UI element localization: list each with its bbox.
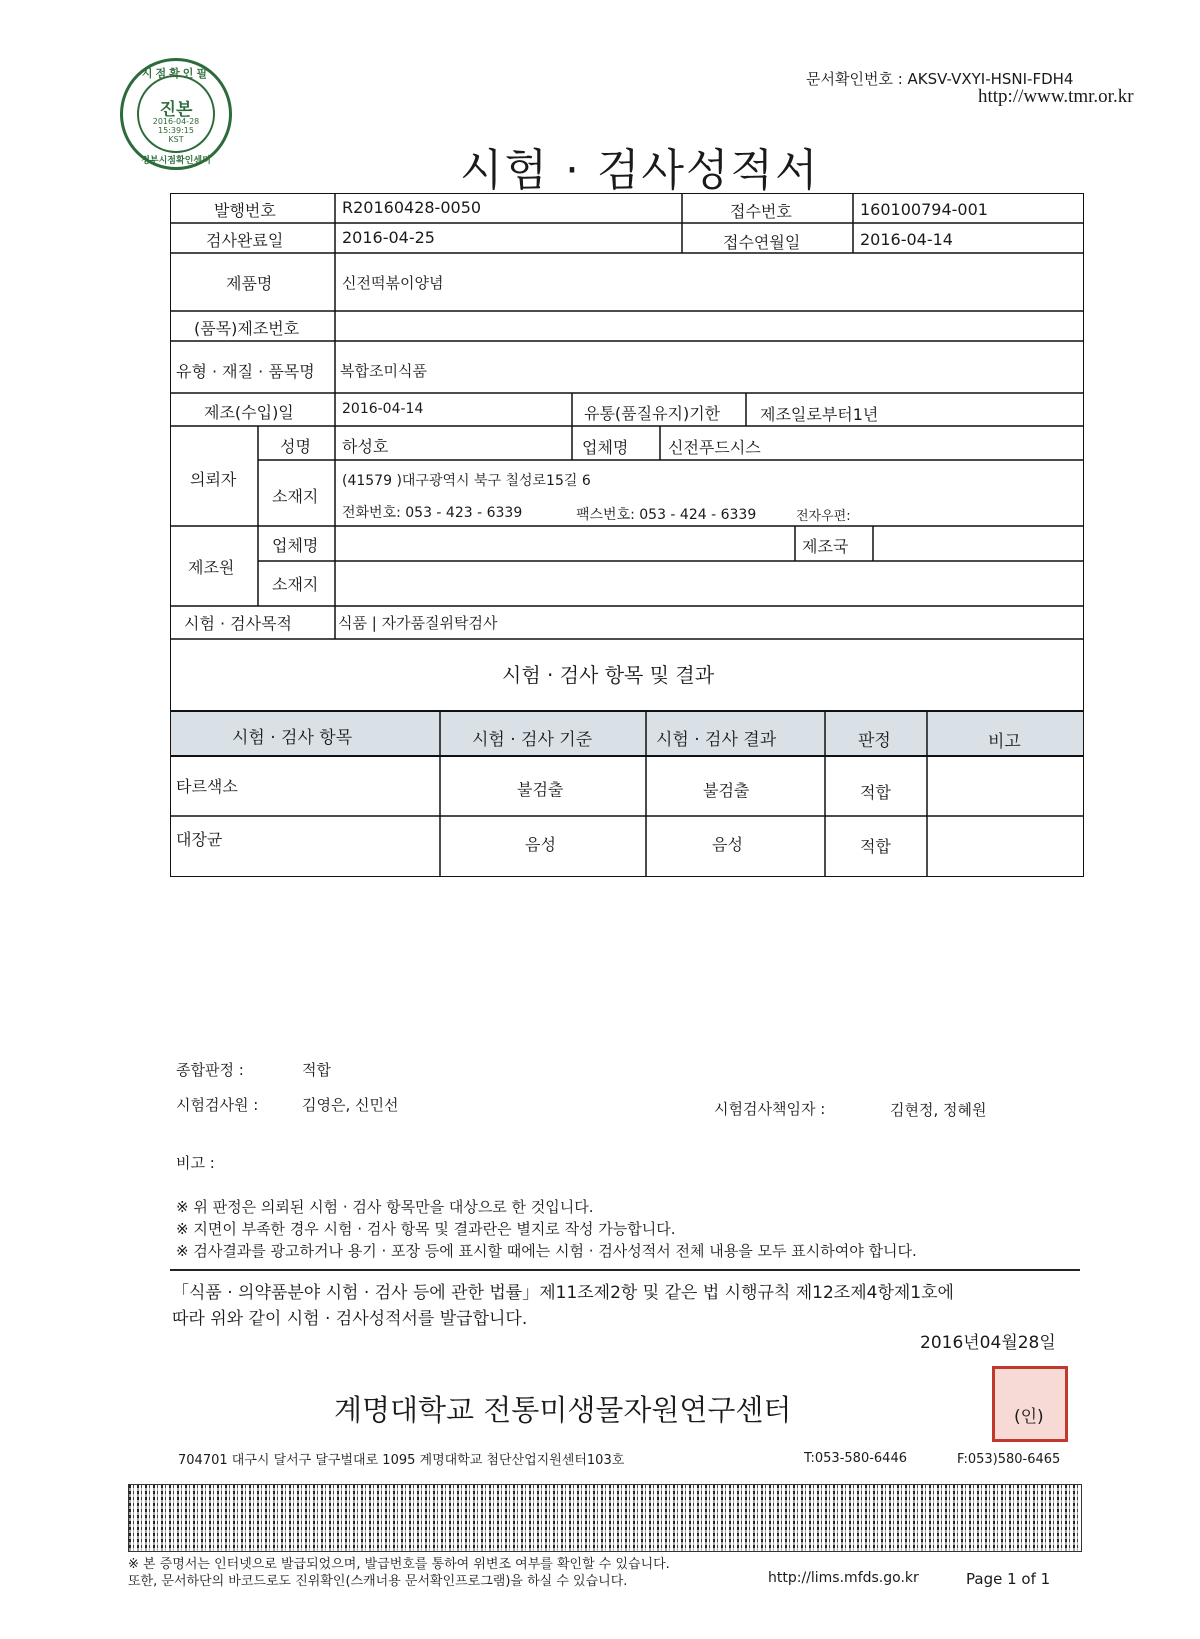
maker-country-label: 제조국 bbox=[802, 537, 849, 556]
seal-ring-top: 시점확인필 bbox=[141, 67, 211, 80]
footer-url[interactable]: http://lims.mfds.go.kr bbox=[768, 1570, 919, 1586]
page-title: 시험 · 검사성적서 bbox=[460, 145, 820, 196]
result-row-1-result: 불검출 bbox=[703, 781, 750, 800]
legal-line-1: 「식품 · 의약품분야 시험 · 검사 등에 관한 법률」제11조제2항 및 같은 법 시행규칙 제12조제4항제1호에 bbox=[172, 1283, 954, 1303]
result-row-1-item: 타르색소 bbox=[176, 777, 238, 796]
footer-page: Page 1 of 1 bbox=[966, 1570, 1051, 1588]
receipt-date-label: 접수연월일 bbox=[723, 233, 801, 252]
type-label: 유형 · 재질 · 품목명 bbox=[176, 362, 315, 381]
result-row-2-standard: 음성 bbox=[525, 835, 556, 854]
website-link[interactable]: http://www.tmr.or.kr bbox=[978, 86, 1134, 107]
note-line-1: ※ 위 판정은 의뢰된 시험 · 검사 항목만을 대상으로 한 것입니다. bbox=[176, 1198, 594, 1216]
inspector-label: 시험검사원 : bbox=[176, 1096, 259, 1114]
result-row-2-judgment: 적합 bbox=[860, 837, 891, 856]
client-fax: 팩스번호: 053 - 424 - 6339 bbox=[576, 507, 757, 523]
result-row-1-standard: 불검출 bbox=[517, 780, 564, 799]
notes-divider bbox=[170, 1269, 1080, 1271]
client-address-label: 소재지 bbox=[272, 487, 319, 506]
doc-check-number: 문서확인번호 : AKSV-VXYI-HSNI-FDH4 bbox=[806, 70, 1074, 88]
seal-zone: KST bbox=[168, 135, 184, 144]
maker-address-label: 소재지 bbox=[272, 575, 319, 594]
seal-ring-bottom: 정부시점확인센터 bbox=[141, 156, 211, 166]
client-label: 의뢰자 bbox=[190, 470, 237, 489]
footer-line-1: ※ 본 증명서는 인터넷으로 발급되었으며, 발급번호를 통하여 위변조 여부를 확인할 수 있습니다. bbox=[128, 1557, 670, 1572]
seal-center: 진본 bbox=[159, 100, 193, 120]
seal-time: 15:39:15 bbox=[158, 126, 194, 135]
client-company-value: 신전푸드시스 bbox=[668, 438, 761, 457]
expiry-value: 제조일로부터1년 bbox=[760, 405, 879, 424]
client-email: 전자우편: bbox=[796, 509, 851, 524]
stamp-mark: (인) bbox=[1014, 1407, 1044, 1427]
results-header-note: 비고 bbox=[988, 732, 1021, 752]
issue-no-label: 발행번호 bbox=[214, 201, 276, 220]
client-company-label: 업체명 bbox=[582, 438, 629, 457]
maker-company-label: 업체명 bbox=[272, 536, 319, 555]
issuer-fax: F:053)580-6465 bbox=[957, 1452, 1061, 1467]
lot-label: (품목)제조번호 bbox=[194, 319, 300, 338]
client-name-label: 성명 bbox=[280, 437, 311, 456]
manager-label: 시험검사책임자 : bbox=[714, 1100, 826, 1118]
manager-value: 김현정, 정혜원 bbox=[890, 1101, 987, 1119]
product-label: 제품명 bbox=[226, 274, 273, 293]
results-section-title: 시험 · 검사 항목 및 결과 bbox=[502, 663, 715, 687]
receipt-no-value: 160100794-001 bbox=[860, 200, 988, 219]
overall-judgment-label: 종합판정 : bbox=[176, 1061, 244, 1079]
seal-date: 2016-04-28 bbox=[152, 117, 200, 126]
result-row-2-item: 대장균 bbox=[176, 830, 223, 849]
legal-line-2: 따라 위와 같이 시험 · 검사성적서를 발급합니다. bbox=[172, 1309, 528, 1329]
verification-seal bbox=[120, 58, 232, 170]
type-value: 복합조미식품 bbox=[340, 362, 427, 380]
issuer-address: 704701 대구시 달서구 달구벌대로 1095 계명대학교 첨단산업지원센터103호 bbox=[178, 1453, 625, 1468]
complete-date-value: 2016-04-25 bbox=[342, 228, 435, 247]
complete-date-label: 검사완료일 bbox=[206, 231, 284, 250]
results-header-standard: 시험 · 검사 기준 bbox=[472, 730, 593, 750]
purpose-label: 시험 · 검사목적 bbox=[184, 614, 292, 633]
inspector-value: 김영은, 신민선 bbox=[302, 1096, 399, 1114]
receipt-date-value: 2016-04-14 bbox=[860, 230, 953, 249]
result-row-1-judgment: 적합 bbox=[860, 783, 891, 802]
overall-judgment-value: 적합 bbox=[302, 1061, 331, 1079]
remarks-label: 비고 : bbox=[176, 1154, 215, 1172]
results-header-item: 시험 · 검사 항목 bbox=[232, 728, 353, 748]
maker-label: 제조원 bbox=[188, 558, 235, 577]
verification-barcode bbox=[128, 1484, 1082, 1552]
footer-line-2: 또한, 문서하단의 바코드로도 진위확인(스캐너용 문서확인프로그램)을 하실 수 있습니다. bbox=[128, 1574, 628, 1589]
certificate-table bbox=[170, 193, 1084, 877]
receipt-no-label: 접수번호 bbox=[730, 202, 792, 221]
expiry-label: 유통(품질유지)기한 bbox=[584, 404, 721, 423]
note-line-2: ※ 지면이 부족한 경우 시험 · 검사 항목 및 결과란은 별지로 작성 가능합니다. bbox=[176, 1220, 676, 1238]
result-row-2-result: 음성 bbox=[712, 835, 743, 854]
purpose-value: 식품 | 자가품질위탁검사 bbox=[338, 614, 498, 632]
results-header-result: 시험 · 검사 결과 bbox=[656, 730, 777, 750]
issue-date: 2016년04월28일 bbox=[920, 1333, 1056, 1353]
client-phone: 전화번호: 053 - 423 - 6339 bbox=[342, 505, 523, 521]
client-address-value: (41579 )대구광역시 북구 칠성로15길 6 bbox=[342, 473, 591, 489]
note-line-3: ※ 검사결과를 광고하거나 용기 · 포장 등에 표시할 때에는 시험 · 검사성적서 전체 내용을 모두 표시하여야 합니다. bbox=[176, 1242, 917, 1260]
mfg-date-label: 제조(수입)일 bbox=[204, 403, 294, 422]
issuer-tel: T:053-580-6446 bbox=[804, 1451, 907, 1466]
issue-no-value: R20160428-0050 bbox=[342, 198, 482, 217]
client-name-value: 하성호 bbox=[342, 437, 389, 456]
issuer-name: 계명대학교 전통미생물자원연구센터 bbox=[334, 1393, 792, 1427]
product-value: 신전떡볶이양념 bbox=[342, 274, 444, 292]
results-header-judgment: 판정 bbox=[858, 731, 891, 751]
mfg-date-value: 2016-04-14 bbox=[342, 401, 424, 417]
